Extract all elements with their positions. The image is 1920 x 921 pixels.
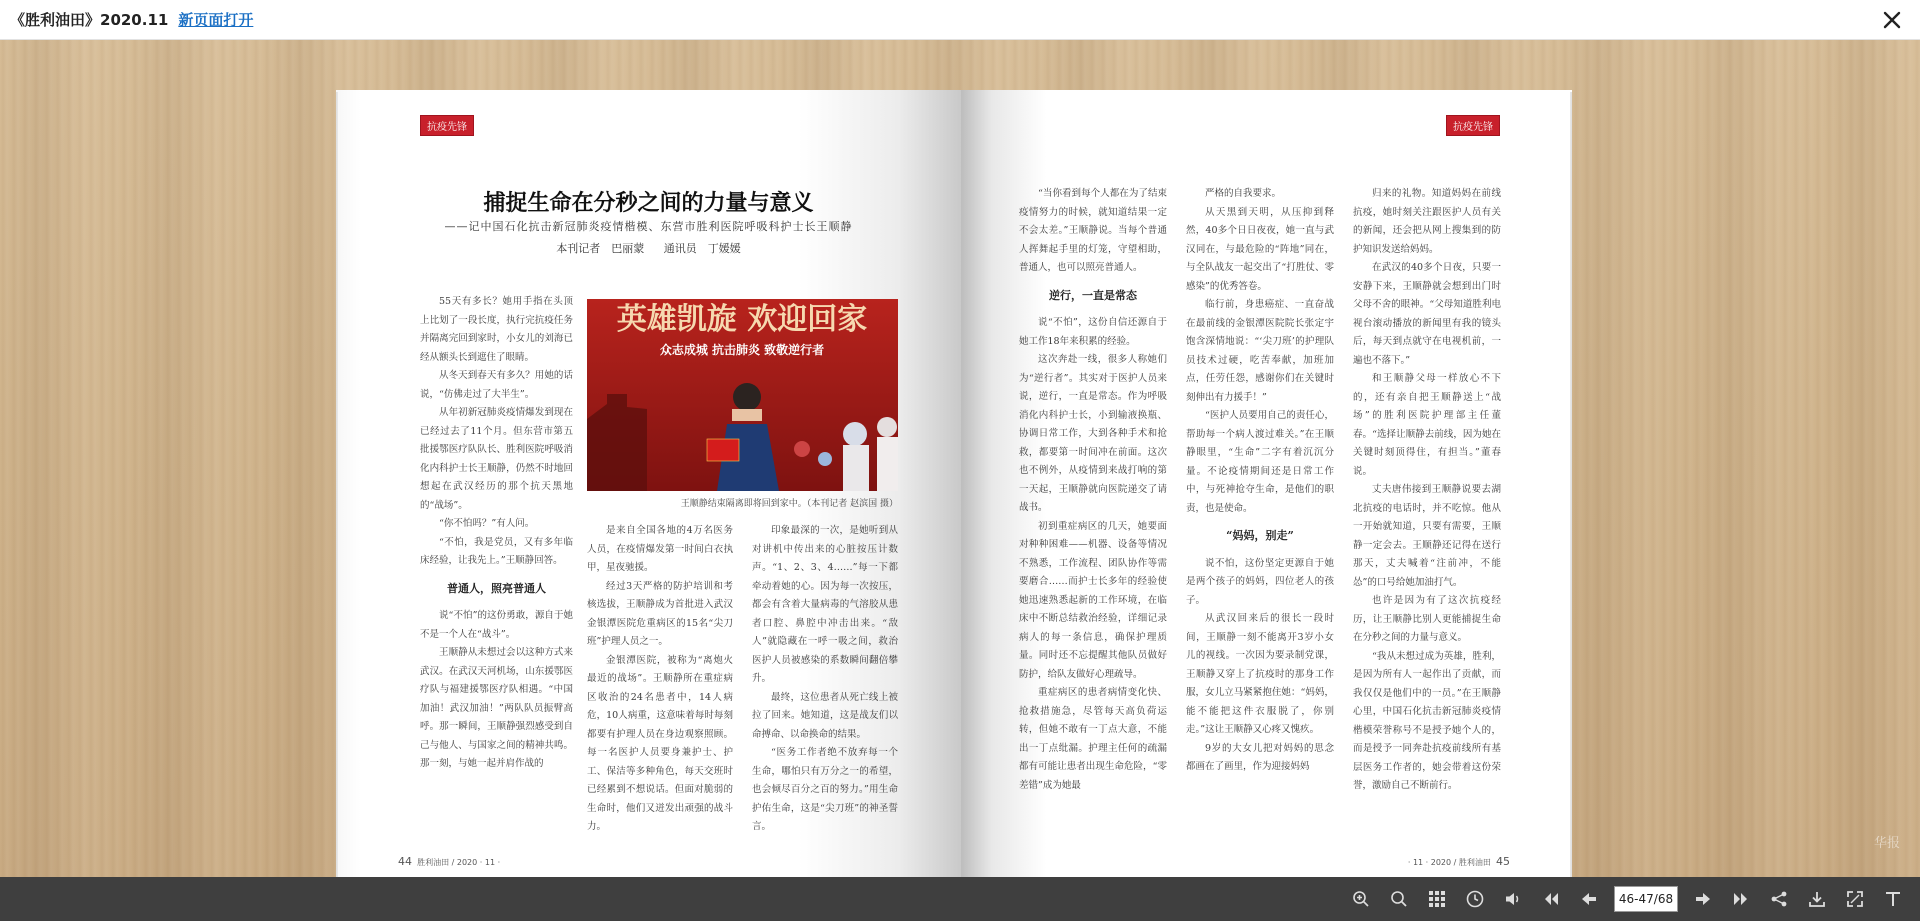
paragraph: “医务工作者绝不放弃每一个生命，哪怕只有万分之一的希望，也会倾尽百分之百的努力。”用生命护佑生命，这是“尖刀班”的神圣誓言。 (752, 747, 898, 832)
paragraph: 丈夫唐伟接到王顺静说要去湖北抗疫的电话时，并不吃惊。他从一开始就知道，只要有需要，王顺静一定会去。王顺静还记得在送行那天，丈夫喊着“注前冲，不能怂”的口号给她加油打气。 (1353, 484, 1501, 588)
search-icon (1390, 890, 1408, 908)
text-column-3 (752, 522, 898, 842)
paragraph: 55天有多长？她用手指在头顶上比划了一段长度，执行完抗疫任务并隔离完回到家时，小女儿的刘海已经从额头长到遮住了眼睛。 (420, 296, 573, 363)
zoom-in-icon (1352, 890, 1370, 908)
article-photo (587, 299, 898, 491)
arrow-left-icon (1580, 890, 1598, 908)
paragraph: 9岁的大女儿把对妈妈的思念都画在了画里，作为迎接妈妈 (1186, 742, 1334, 772)
arrow-right-icon (1694, 890, 1712, 908)
page-folio-left (398, 855, 500, 868)
paragraph: 从冬天到春天有多久？用她的话说，“仿佛走过了大半生”。 (420, 370, 573, 400)
section-tag: 抗疫先锋 (420, 115, 474, 136)
page-44[interactable] (336, 90, 961, 906)
page-edge (1570, 92, 1572, 904)
download-button[interactable] (1798, 877, 1836, 921)
text-column-1 (420, 293, 573, 843)
page-45[interactable] (961, 90, 1572, 906)
wood-background (0, 40, 1920, 877)
paragraph: 经过3天严格的防护培训和考核选拔，王顺静成为首批进入武汉金银潭医院危重病区的15名“尖刀班”护理人员之一。 (587, 580, 733, 647)
open-new-page-link[interactable]: 新页面打开 (178, 11, 254, 29)
share-button[interactable] (1760, 877, 1798, 921)
paragraph: 从年初新冠肺炎疫情爆发到现在已经过去了11个月。但东营市第五批援鄂医疗队队长、胜利医院呼吸消化内科护士长王顺静，仍然不时地回想起在武汉经历的那个抗天黑地的“战场”。 (420, 407, 573, 511)
paragraph: 说“不怕”的这份勇敢，源自于她不是一个人在“战斗”。 (420, 610, 573, 640)
paragraph: 王顺静从未想过会以这种方式来武汉。在武汉天河机场，山东援鄂医疗队与福建援鄂医疗队相遇。“中国加油！武汉加油！”两队队员振臂高呼。那一瞬间，王顺静强烈感受到自己与他人、与国家之间的精神共鸣。那一刻，与她一起并肩作战的 (420, 647, 573, 769)
page-number-input[interactable] (1614, 886, 1678, 912)
paragraph: 说不怕，这份坚定更源自于她是两个孩子的妈妈，四位老人的孩子。 (1186, 557, 1334, 606)
banner-text: 英雄凯旋 欢迎回家 (616, 302, 868, 337)
paragraph: 严格的自我要求。 (1205, 188, 1282, 199)
share-icon (1770, 890, 1788, 908)
next-page-button[interactable] (1684, 877, 1722, 921)
paragraph: 这次奔赴一线，很多人称她们为“逆行者”。其实对于医护人员来说，逆行，一直是常态。作为呼吸消化内科护士长，小到输液换瓶、协调日常工作，大到各种手术和抢救，都要第一时间冲在前面。这次也不例外，从疫情到来战打响的第一天起，王顺静就向医院递交了请战书。 (1019, 354, 1167, 513)
byline-correspondent: 通讯员 丁媛媛 (663, 242, 741, 255)
reader-toolbar (0, 877, 1920, 921)
search-button[interactable] (1380, 877, 1418, 921)
page-folio-right (1408, 855, 1510, 868)
paragraph: 从武汉回来后的很长一段时间，王顺静一刻不能离开3岁小女儿的视线。一次因为要录制党课，王顺静又穿上了抗疫时的那身工作服，女儿立马紧紧抱住她：“妈妈，能不能把这件衣服脱了，你别走。”这让王顺静又心疼又愧疚。 (1186, 613, 1334, 735)
text-column-4 (1019, 185, 1167, 845)
sound-button[interactable] (1494, 877, 1532, 921)
close-icon[interactable] (1878, 6, 1906, 34)
paragraph: “你不怕吗？”有人问。 (439, 518, 535, 529)
document-title: 《胜利油田》2020.11 (10, 11, 169, 29)
speaker-icon (1504, 890, 1522, 908)
paragraph: “医护人员要用自己的责任心，帮助每一个病人渡过难关。”在王顺静眼里，“生命”二字有着沉沉分量。不论疫情期间还是日常工作中，与死神抢夺生命，是他们的职责，也是使命。 (1186, 410, 1334, 514)
thumbnails-button[interactable] (1418, 877, 1456, 921)
text-column-2 (587, 522, 733, 842)
text-icon (1884, 890, 1902, 908)
paragraph: 最终，这位患者从死亡线上被拉了回来。她知道，这是战友们以命搏命、以命换命的结果。 (752, 691, 898, 740)
paragraph: 重症病区的患者病情变化快、抢救措施急，尽管每天高负荷运转，但她不敢有一丁点大意，不能出一丁点纰漏。护理主任何的疏漏都有可能让患者出现生命危险，“零差错”成为她最 (1019, 687, 1167, 791)
watermark-text: 华报 (1873, 836, 1900, 851)
magazine-spread[interactable] (336, 90, 1572, 906)
article-title: 捕捉生命在分秒之间的力量与意义 (483, 191, 814, 216)
paragraph: 印象最深的一次，是她听到从对讲机中传出来的心脏按压计数声。“1、2、3、4……”每一下都牵动着她的心。因为每一次按压，都会有含着大量病毒的气溶胶从患者口腔、鼻腔中冲击出来。“敌人”就隐藏在一呼一吸之间，救治医护人员被感染的系数瞬间翻倍攀升。 (752, 525, 898, 684)
section-heading: “妈妈，别走” (1226, 529, 1294, 542)
double-right-icon (1732, 890, 1750, 908)
article-byline (336, 240, 961, 256)
download-icon (1808, 890, 1826, 908)
top-bar (0, 0, 1920, 40)
fullscreen-button[interactable] (1836, 877, 1874, 921)
page-edge (336, 92, 338, 904)
paragraph: 金银潭医院，被称为“离炮火最近的战场”。王顺静所在重症病区收治的24名患者中，14人病危，10人病重，这意味着每时每刻都要有护理人员在身边观察照顾。每一名医护人员要身兼护士、护工、保洁等多种角色，每天交班时已经累到不想说话。但面对脆弱的生命时，他们又迸发出顽强的战斗力。 (587, 654, 733, 832)
last-page-button[interactable] (1722, 877, 1760, 921)
text-mode-button[interactable] (1874, 877, 1912, 921)
paragraph: 在武汉的40多个日夜，只要一安静下来，王顺静就会想到出门时父母不舍的眼神。“父母知道胜利电视台滚动播放的新闻里有我的镜头后，每天到点就守在电视机前，一遍也不落下。” (1353, 262, 1501, 366)
zoom-in-button[interactable] (1342, 877, 1380, 921)
paragraph: “不怕，我是党员，又有多年临床经验，让我先上。”王顺静回答。 (420, 536, 573, 566)
paragraph: 归来的礼物。知道妈妈在前线抗疫，她时刻关注跟医护人员有关的新闻，还会把从网上搜集到的防护知识发送给妈妈。 (1353, 188, 1501, 255)
section-heading: 逆行，一直是常态 (1049, 288, 1137, 302)
byline-reporter: 本刊记者 巴丽蒙 (556, 242, 645, 255)
fullscreen-icon (1846, 890, 1864, 908)
text-column-6 (1353, 185, 1501, 845)
paragraph: 临行前，身患癌症、一直奋战在最前线的金银潭医院院长张定宇饱含深情地说：“‘尖刀班’的护理队员技术过硬，吃苦奉献，加班加点，任劳任怨，感谢你们在关键时刻伸出有力援手！” (1186, 299, 1334, 403)
clock-icon (1466, 890, 1484, 908)
autoplay-button[interactable] (1456, 877, 1494, 921)
paragraph: “我从未想过成为英雄，胜利，是因为所有人一起作出了贡献，而我仅仅是他们中的一员。”在王顺静心里，中国石化抗击新冠肺炎疫情楷模荣誉称号不是授予她个人的，而是授予一同奔赴抗疫前线所有基层医务工作者的，她会带着这份荣誉，激励自己不断前行。 (1353, 650, 1501, 791)
paragraph: 初到重症病区的几天，她要面对种种困难——机器、设备等情况不熟悉，工作流程、团队协作等需要磨合……而护士长多年的经验使她迅速熟悉起新的工作环境，在临床中不断总结救治经验，详细记录病人的每一条信息，确保护理质量。同时还不忘提醒其他队员做好防护，给队友做好心理疏导。 (1019, 520, 1167, 680)
banner-subtext: 众志成城 抗击肺炎 致敬逆行者 (659, 343, 825, 357)
page-number-44: 44 (398, 855, 412, 868)
folio-text-left: 胜利油田 / 2020 · 11 · (417, 858, 501, 867)
section-tag: 抗疫先锋 (1446, 115, 1500, 136)
double-left-icon (1542, 890, 1560, 908)
photo-caption: 王顺静结束隔离即将回到家中。（本刊记者 赵滨国 摄） (680, 499, 898, 509)
prev-page-button[interactable] (1570, 877, 1608, 921)
paragraph: 说“不怕”，这份自信还源自于她工作18年来积累的经验。 (1019, 317, 1167, 347)
paragraph: 从天黑到天明，从压抑到释然，40多个日日夜夜，她一直与武汉同在，与最危险的“阵地”同在，与全队战友一起交出了“打胜仗、零感染”的优秀答卷。 (1186, 206, 1334, 292)
folio-text-right: · 11 · 2020 / 胜利油田 (1407, 858, 1491, 867)
page-number-45: 45 (1496, 855, 1510, 868)
paragraph: “当你看到每个人都在为了结束疫情努力的时候，就知道结果一定不会太差。”王顺静说。当每个普通人挥舞起手里的灯笼，守望相助，普通人，也可以照亮普通人。 (1019, 188, 1167, 273)
paragraph: 和王顺静父母一样放心不下的，还有亲自把王顺静送上“战场”的胜利医院护理部主任董春。“选择让顺静去前线，因为她在关键时刻顶得住，有担当。”董春说。 (1353, 373, 1501, 477)
first-page-button[interactable] (1532, 877, 1570, 921)
article-subtitle: ——记中国石化抗击新冠肺炎疫情楷模、东营市胜利医院呼吸科护士长王顺静 (444, 220, 853, 233)
paragraph: 也许是因为有了这次抗疫经历，让王顺静比别人更能捕捉生命在分秒之间的力量与意义。 (1353, 595, 1501, 643)
text-column-5 (1186, 185, 1334, 845)
paragraph: 是来自全国各地的4万名医务人员，在疫情爆发第一时间白衣执甲，星夜驰援。 (587, 525, 733, 573)
section-heading: 普通人，照亮普通人 (447, 581, 546, 595)
grid-icon (1428, 890, 1446, 908)
